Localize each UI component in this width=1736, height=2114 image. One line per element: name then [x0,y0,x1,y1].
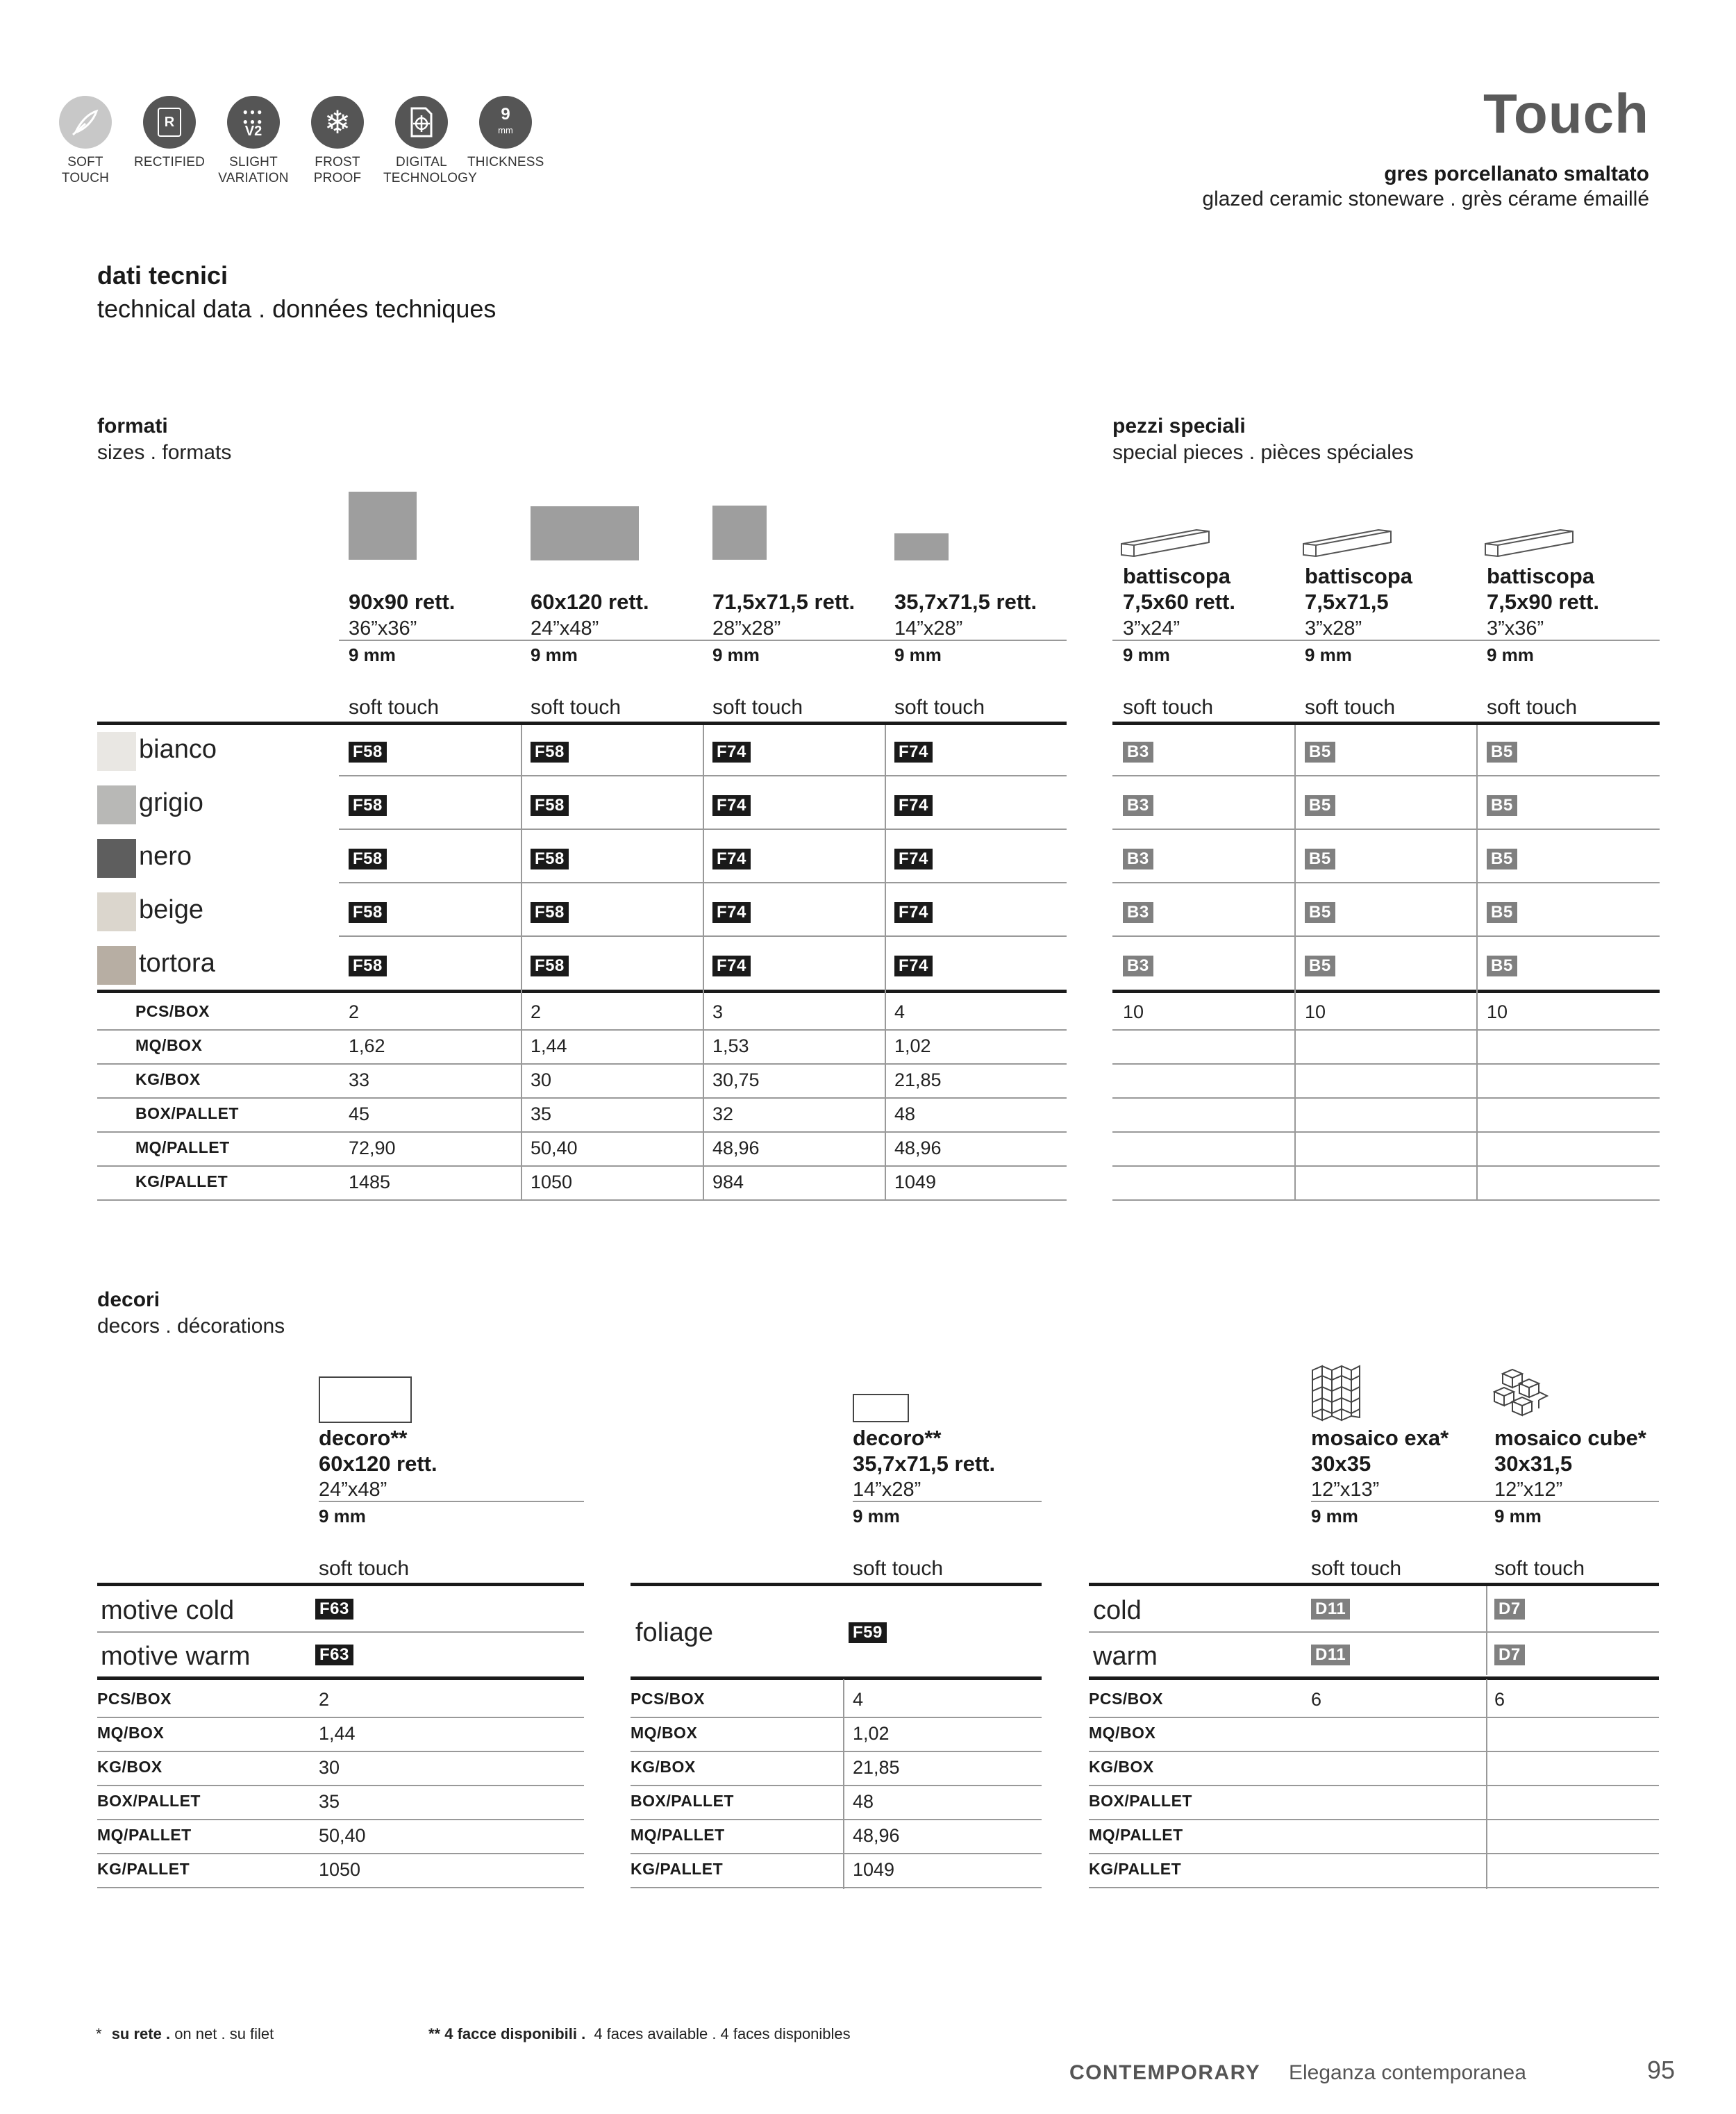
piece-code: B5 [1305,902,1335,923]
footnote-net: * su rete . on net . su filet [96,2025,274,2042]
row-divider [631,1717,1042,1718]
packing-label: KG/PALLET [1089,1860,1182,1878]
column-divider [1486,1586,1487,1675]
row-divider [97,1853,584,1854]
table-top-rule [1089,1583,1659,1586]
digital-technology-icon [395,96,448,149]
row-divider [631,1853,1042,1854]
decor-variant: foliage [635,1618,713,1647]
finish-label: soft touch [853,1557,944,1580]
piece-code: B5 [1487,902,1517,923]
feature-label: TECHNOLOGY [383,171,478,185]
mosaic-name: mosaico cube* [1494,1426,1646,1450]
feature-thickness [467,96,544,170]
decor-variant: motive cold [101,1596,235,1625]
packing-value: 48,96 [894,1138,942,1158]
packing-value: 50,40 [319,1825,366,1846]
packing-label: MQ/PALLET [135,1138,230,1156]
packing-value: 1049 [853,1859,895,1880]
decors-subtitle: decors . décorations [97,1315,285,1338]
packing-value: 2 [319,1689,330,1710]
format-name: 60x120 rett. [531,590,649,614]
mosaic-hexagon-icon [1310,1365,1362,1422]
format-name: 71,5x71,5 rett. [712,590,856,614]
packing-label: MQ/PALLET [631,1826,725,1844]
decor-size: 60x120 rett. [319,1451,437,1476]
packing-value: 48 [853,1791,874,1812]
column-divider [1476,725,1478,1200]
row-divider [1112,1029,1660,1031]
packing-value: 1,44 [319,1723,356,1744]
packing-label: PCS/BOX [1089,1690,1164,1708]
packing-value: 33 [349,1070,370,1090]
finish-label: soft touch [1123,696,1214,719]
technical-data-title: dati tecnici [97,261,228,290]
piece-code: B3 [1123,742,1153,763]
piece-code: B5 [1305,795,1335,816]
row-divider [97,1631,584,1633]
row-divider [97,1063,1067,1065]
feather-icon [59,96,112,149]
packing-label: PCS/BOX [97,1690,172,1708]
table-mid-rule [631,1676,1042,1680]
piece-code: B5 [1305,956,1335,976]
page-number: 95 [1647,2056,1676,2084]
row-divider [97,1029,1067,1031]
packing-label: MQ/PALLET [97,1826,192,1844]
product-code: F74 [712,902,751,923]
feature-label: THICKNESS [467,155,544,169]
product-code: F74 [712,849,751,869]
product-code: F74 [894,849,933,869]
format-preview-35x71 [894,533,949,560]
format-preview-60x120 [531,506,639,560]
product-code: F74 [894,956,933,976]
packing-label: KG/PALLET [97,1860,190,1878]
row-divider [1112,882,1660,883]
subtitle-italian: gres porcellanato smaltato [1384,163,1649,185]
piece-type: battiscopa [1487,564,1595,588]
column-divider [1294,725,1296,1200]
product-code: F58 [531,742,569,763]
row-divider [1089,1819,1659,1820]
footer-collection: CONTEMPORARY [1069,2061,1261,2084]
column-divider [1486,1679,1487,1889]
row-divider [1112,1063,1660,1065]
thickness-value: 9 [501,104,510,124]
row-divider [1089,1785,1659,1786]
format-thickness: 9 mm [531,644,578,665]
row-divider [97,1131,1067,1133]
packing-value: 3 [712,1001,724,1022]
decors-title: decori [97,1288,160,1311]
decor-inches: 24”x48” [319,1479,387,1501]
color-name: beige [139,895,203,924]
feature-snowflake [299,96,376,186]
decor-variant: motive warm [101,1642,251,1671]
packing-value: 1,44 [531,1035,567,1056]
piece-type: battiscopa [1123,564,1231,588]
divider-line [853,1501,1042,1502]
rectified-glyph: R [164,114,175,130]
sizes-title: formati [97,415,168,438]
column-divider [703,725,704,1200]
color-swatch [97,946,136,985]
divider-line [1112,640,1660,641]
packing-label: KG/PALLET [631,1860,724,1878]
row-divider [631,1887,1042,1888]
piece-code: B3 [1123,849,1153,869]
piece-thickness: 9 mm [1487,644,1534,665]
brand-title: Touch [1483,83,1649,144]
packing-value: 1,53 [712,1035,749,1056]
product-code: F58 [531,902,569,923]
piece-type: battiscopa [1305,564,1413,588]
color-swatch [97,785,136,824]
packing-label: PCS/BOX [135,1002,210,1020]
feature-digital-technology [383,96,478,186]
finish-label: soft touch [712,696,803,719]
packing-label: MQ/BOX [1089,1724,1156,1742]
packing-label: BOX/PALLET [1089,1792,1192,1810]
mosaic-code: D11 [1311,1645,1350,1665]
product-code: F74 [712,795,751,816]
variation-glyph: V2 [244,124,262,139]
mosaic-variant: warm [1093,1642,1158,1671]
special-pieces-title: pezzi speciali [1112,415,1246,438]
finish-label: soft touch [319,1557,410,1580]
decor-size: 35,7x71,5 rett. [853,1451,996,1476]
row-divider [97,1717,584,1718]
finish-label: soft touch [1305,696,1396,719]
packing-label: MQ/BOX [631,1724,698,1742]
packing-value: 1,62 [349,1035,385,1056]
packing-value: 1485 [349,1172,391,1192]
packing-value: 1,02 [853,1723,890,1744]
feature-variation-v2 [215,96,292,186]
product-code: F74 [712,956,751,976]
product-code: F58 [531,956,569,976]
format-inches: 36”x36” [349,617,417,640]
row-divider [97,1819,584,1820]
table-top-rule [97,722,1067,725]
decor-name: decoro** [319,1426,408,1450]
product-code: F58 [349,956,387,976]
technical-data-subtitle: technical data . données techniques [97,294,496,323]
row-divider [1112,1199,1660,1201]
feature-label: FROST [315,155,360,169]
table-mid-rule [97,990,1067,993]
skirting-icon [1302,526,1392,560]
packing-label: MQ/BOX [97,1724,165,1742]
row-divider [1112,1131,1660,1133]
piece-inches: 3”x28” [1305,617,1362,640]
special-pieces-subtitle: special pieces . pièces spéciales [1112,441,1414,464]
packing-value: 30,75 [712,1070,760,1090]
feature-label: VARIATION [218,171,289,185]
packing-value: 4 [853,1689,864,1710]
format-inches: 14”x28” [894,617,963,640]
finish-label: soft touch [531,696,621,719]
feature-feather [47,96,124,186]
product-code: F74 [712,742,751,763]
mosaic-name: mosaico exa* [1311,1426,1449,1450]
row-divider [1089,1751,1659,1752]
snowflake-icon [311,96,364,149]
row-divider [97,1785,584,1786]
packing-value: 1049 [894,1172,937,1192]
finish-label: soft touch [1311,1557,1402,1580]
packing-value: 6 [1311,1689,1322,1710]
row-divider [97,1199,1067,1201]
color-name: nero [139,842,192,871]
piece-thickness: 9 mm [1305,644,1352,665]
packing-value: 50,40 [531,1138,578,1158]
format-name: 90x90 rett. [349,590,456,614]
row-divider [631,1751,1042,1752]
format-preview-71x71 [712,506,767,560]
finish-label: soft touch [1487,696,1578,719]
feature-label: SOFT TOUCH [61,155,110,185]
finish-label: soft touch [1494,1557,1585,1580]
packing-value: 48,96 [712,1138,760,1158]
product-code: F74 [894,742,933,763]
packing-value: 984 [712,1172,744,1192]
column-divider [521,725,522,1200]
packing-value: 10 [1305,1001,1326,1022]
finish-label: soft touch [894,696,985,719]
skirting-icon [1120,526,1210,560]
feature-label: PROOF [313,171,362,185]
table-mid-rule [1089,1676,1659,1680]
table-mid-rule [1112,990,1660,993]
feature-label: SLIGHT [229,155,278,169]
footnote-faces: ** 4 facce disponibili . 4 faces available . 4 faces disponibles [428,2025,851,2042]
sizes-subtitle: sizes . formats [97,441,232,464]
row-divider [1089,1631,1659,1633]
feature-rectified [131,96,208,170]
packing-value: 45 [349,1104,370,1124]
row-divider [1089,1717,1659,1718]
product-code: F63 [315,1599,353,1620]
divider-line [319,1501,584,1502]
product-code: F58 [349,795,387,816]
mosaic-thickness: 9 mm [1494,1506,1542,1526]
packing-label: KG/BOX [631,1758,696,1776]
divider-line [339,640,1067,641]
packing-value: 1,02 [894,1035,931,1056]
feature-label: DIGITAL [396,155,447,169]
piece-thickness: 9 mm [1123,644,1170,665]
format-preview-90x90 [349,492,417,560]
piece-size: 7,5x60 rett. [1123,590,1235,614]
row-divider [97,1887,584,1888]
piece-code: B5 [1487,742,1517,763]
product-code: F58 [349,849,387,869]
decor-preview-60x120 [319,1376,412,1423]
piece-code: B5 [1487,795,1517,816]
packing-label: KG/BOX [135,1070,201,1088]
mosaic-code: D7 [1494,1599,1525,1620]
footer-tagline: Eleganza contemporanea [1289,2061,1526,2084]
mosaic-code: D11 [1311,1599,1350,1620]
mosaic-variant: cold [1093,1596,1142,1625]
mosaic-size: 30x35 [1311,1451,1371,1476]
packing-value: 2 [349,1001,360,1022]
packing-label: MQ/PALLET [1089,1826,1183,1844]
subtitle-translations: glazed ceramic stoneware . grès cérame émaillé [1202,188,1649,210]
color-swatch [97,839,136,878]
color-name: grigio [139,788,203,817]
thickness-icon [479,96,532,149]
decor-thickness: 9 mm [853,1506,900,1526]
packing-value: 6 [1494,1689,1505,1710]
color-swatch [97,892,136,931]
row-divider [97,1165,1067,1167]
packing-value: 1050 [531,1172,573,1192]
row-divider [631,1819,1042,1820]
packing-label: KG/BOX [97,1758,162,1776]
finish-label: soft touch [349,696,440,719]
format-inches: 28”x28” [712,617,781,640]
product-code: F59 [849,1622,887,1643]
piece-code: B5 [1487,849,1517,869]
variation-v2-icon: ●●● ●●● V2 [227,96,280,149]
packing-value: 10 [1123,1001,1144,1022]
decor-preview-35x71 [853,1394,909,1422]
divider-line [1311,1501,1659,1502]
mosaic-thickness: 9 mm [1311,1506,1358,1526]
packing-value: 48,96 [853,1825,900,1846]
packing-value: 72,90 [349,1138,396,1158]
mosaic-size: 30x31,5 [1494,1451,1573,1476]
column-divider [885,725,886,1200]
thickness-unit: mm [498,124,513,135]
packing-label: MQ/BOX [135,1036,203,1054]
packing-label: BOX/PALLET [135,1104,239,1122]
product-code: F58 [349,742,387,763]
product-code: F58 [531,795,569,816]
packing-value: 30 [531,1070,552,1090]
format-name: 35,7x71,5 rett. [894,590,1037,614]
packing-value: 2 [531,1001,542,1022]
product-code: F58 [349,902,387,923]
format-inches: 24”x48” [531,617,599,640]
piece-code: B5 [1305,742,1335,763]
piece-code: B3 [1123,795,1153,816]
mosaic-cube-icon [1493,1367,1549,1420]
decor-thickness: 9 mm [319,1506,366,1526]
packing-value: 21,85 [894,1070,942,1090]
product-code: F63 [315,1645,353,1665]
piece-code: B5 [1487,956,1517,976]
format-thickness: 9 mm [349,644,396,665]
row-divider [631,1785,1042,1786]
row-divider [1089,1853,1659,1854]
row-divider [1112,935,1660,937]
packing-value: 32 [712,1104,734,1124]
color-swatch [97,732,136,771]
row-divider [97,1751,584,1752]
mosaic-code: D7 [1494,1645,1525,1665]
table-top-rule [97,1583,584,1586]
mosaic-inches: 12”x12” [1494,1479,1563,1501]
piece-code: B3 [1123,956,1153,976]
packing-label: PCS/BOX [631,1690,706,1708]
rectified-icon [143,96,196,149]
format-thickness: 9 mm [894,644,942,665]
packing-label: BOX/PALLET [631,1792,734,1810]
packing-value: 1050 [319,1859,361,1880]
packing-value: 35 [319,1791,340,1812]
table-top-rule [1112,722,1660,725]
piece-size: 7,5x90 rett. [1487,590,1599,614]
packing-value: 48 [894,1104,916,1124]
decor-name: decoro** [853,1426,942,1450]
piece-inches: 3”x24” [1123,617,1180,640]
piece-inches: 3”x36” [1487,617,1544,640]
row-divider [1112,829,1660,830]
piece-code: B5 [1305,849,1335,869]
packing-label: KG/PALLET [135,1172,228,1190]
row-divider [1112,775,1660,776]
skirting-icon [1484,526,1574,560]
color-name: bianco [139,735,217,764]
packing-value: 21,85 [853,1757,900,1778]
piece-code: B3 [1123,902,1153,923]
decor-inches: 14”x28” [853,1479,921,1501]
row-divider [1089,1887,1659,1888]
product-code: F74 [894,902,933,923]
product-code: F58 [531,849,569,869]
row-divider [97,1097,1067,1099]
packing-value: 4 [894,1001,905,1022]
product-code: F74 [894,795,933,816]
feature-label: RECTIFIED [133,155,206,169]
row-divider [1112,1097,1660,1099]
packing-value: 35 [531,1104,552,1124]
packing-value: 10 [1487,1001,1508,1022]
mosaic-inches: 12”x13” [1311,1479,1380,1501]
snowflake-glyph: ❄ [324,103,351,141]
piece-size: 7,5x71,5 [1305,590,1389,614]
row-divider [1112,1165,1660,1167]
format-thickness: 9 mm [712,644,760,665]
packing-label: BOX/PALLET [97,1792,201,1810]
color-name: tortora [139,949,215,978]
packing-value: 30 [319,1757,340,1778]
table-top-rule [631,1583,1042,1586]
column-divider [843,1679,844,1889]
table-mid-rule [97,1676,584,1680]
packing-label: KG/BOX [1089,1758,1154,1776]
